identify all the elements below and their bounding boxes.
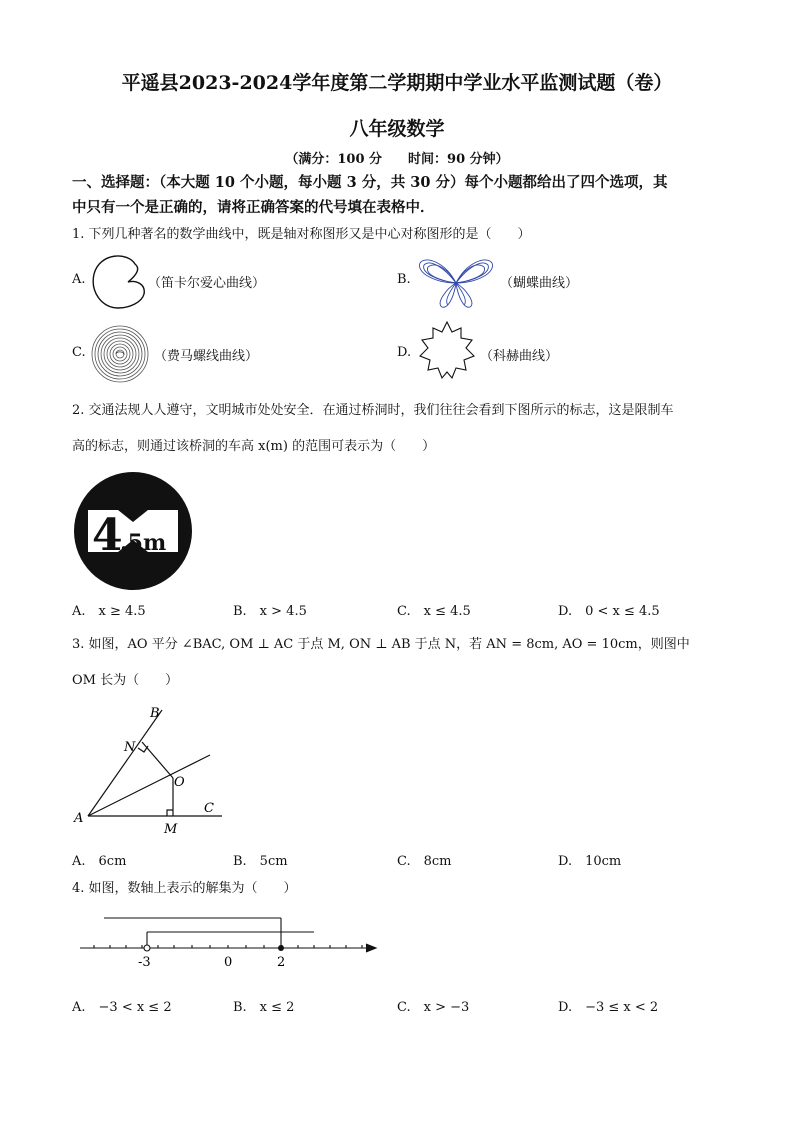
label-b: B xyxy=(150,706,160,721)
q4-option-d: D. −3 ≤ x < 2 xyxy=(558,1000,659,1015)
butterfly-curve-figure xyxy=(416,253,496,311)
question-2-line2: 高的标志，则通过该桥洞的车高 x(m) 的范围可表示为（ ） xyxy=(72,439,436,454)
question-3-line2: OM 长为（ ） xyxy=(72,673,179,688)
label-o: O xyxy=(174,775,185,790)
exam-title: 平遥县2023-2024学年度第二学期期中学业水平监测试题（卷） xyxy=(121,72,673,94)
sign-unit: .5m xyxy=(120,530,167,556)
number-line-figure xyxy=(74,908,384,972)
q1-option-d-caption: （科赫曲线） xyxy=(480,349,559,364)
q4-option-c: C. x > −3 xyxy=(397,1000,470,1015)
q4-option-a: A. −3 < x ≤ 2 xyxy=(72,1000,172,1015)
koch-curve-figure xyxy=(414,320,480,386)
q3-option-b: B. 5cm xyxy=(233,854,288,869)
q1-option-a-caption: （笛卡尔爱心曲线） xyxy=(148,276,266,291)
tick-label-neg3: -3 xyxy=(138,955,151,970)
sign-number: 4 xyxy=(92,510,123,561)
exam-meta: （满分：100 分 时间：90 分钟） xyxy=(285,152,509,167)
q3-option-d: D. 10cm xyxy=(558,854,622,869)
q1-option-d-letter: D. xyxy=(397,345,412,360)
cardioid-curve-figure xyxy=(88,252,150,312)
question-2-line1: 2. 交通法规人人遵守，文明城市处处安全．在通过桥洞时，我们往往会看到下图所示的标志，这是限制车 xyxy=(72,403,674,418)
q3-option-c: C. 8cm xyxy=(397,854,452,869)
question-3-line1: 3. 如图，AO 平分 ∠BAC, OM ⊥ AC 于点 M, ON ⊥ AB 于点 N，若 AN = 8cm, AO = 10cm，则图中 xyxy=(72,637,690,652)
exam-subject: 八年级数学 xyxy=(349,118,445,140)
fermat-spiral-figure xyxy=(90,324,150,384)
angle-bisector-figure xyxy=(70,700,230,840)
label-a: A xyxy=(74,811,84,826)
q1-option-b-caption: （蝴蝶曲线） xyxy=(500,276,579,291)
q4-option-b: B. x ≤ 2 xyxy=(233,1000,295,1015)
tick-label-zero: 0 xyxy=(224,955,233,970)
height-limit-sign xyxy=(72,470,194,592)
label-c: C xyxy=(204,801,214,816)
q1-option-c-caption: （费马螺线曲线） xyxy=(154,349,259,364)
section-heading-line2: 中只有一个是正确的，请将正确答案的代号填在表格中． xyxy=(72,199,435,216)
q1-option-c-letter: C. xyxy=(72,345,86,360)
label-n: N xyxy=(124,740,136,755)
question-1-stem: 1. 下列几种著名的数学曲线中，既是轴对称图形又是中心对称图形的是（ ） xyxy=(72,227,531,242)
q2-option-b: B. x > 4.5 xyxy=(233,604,307,619)
tick-label-2: 2 xyxy=(277,955,286,970)
q3-option-a: A. 6cm xyxy=(72,854,127,869)
q2-option-a: A. x ≥ 4.5 xyxy=(72,604,146,619)
label-m: M xyxy=(164,822,178,837)
q2-option-d: D. 0 < x ≤ 4.5 xyxy=(558,604,660,619)
question-4-stem: 4. 如图，数轴上表示的解集为（ ） xyxy=(72,881,297,896)
q1-option-b-letter: B. xyxy=(397,272,411,287)
q2-option-c: C. x ≤ 4.5 xyxy=(397,604,471,619)
section-heading-line1: 一、选择题：（本大题 10 个小题，每小题 3 分，共 30 分）每个小题都给出了四个选项，其 xyxy=(72,174,668,191)
q1-option-a-letter: A. xyxy=(72,272,86,287)
